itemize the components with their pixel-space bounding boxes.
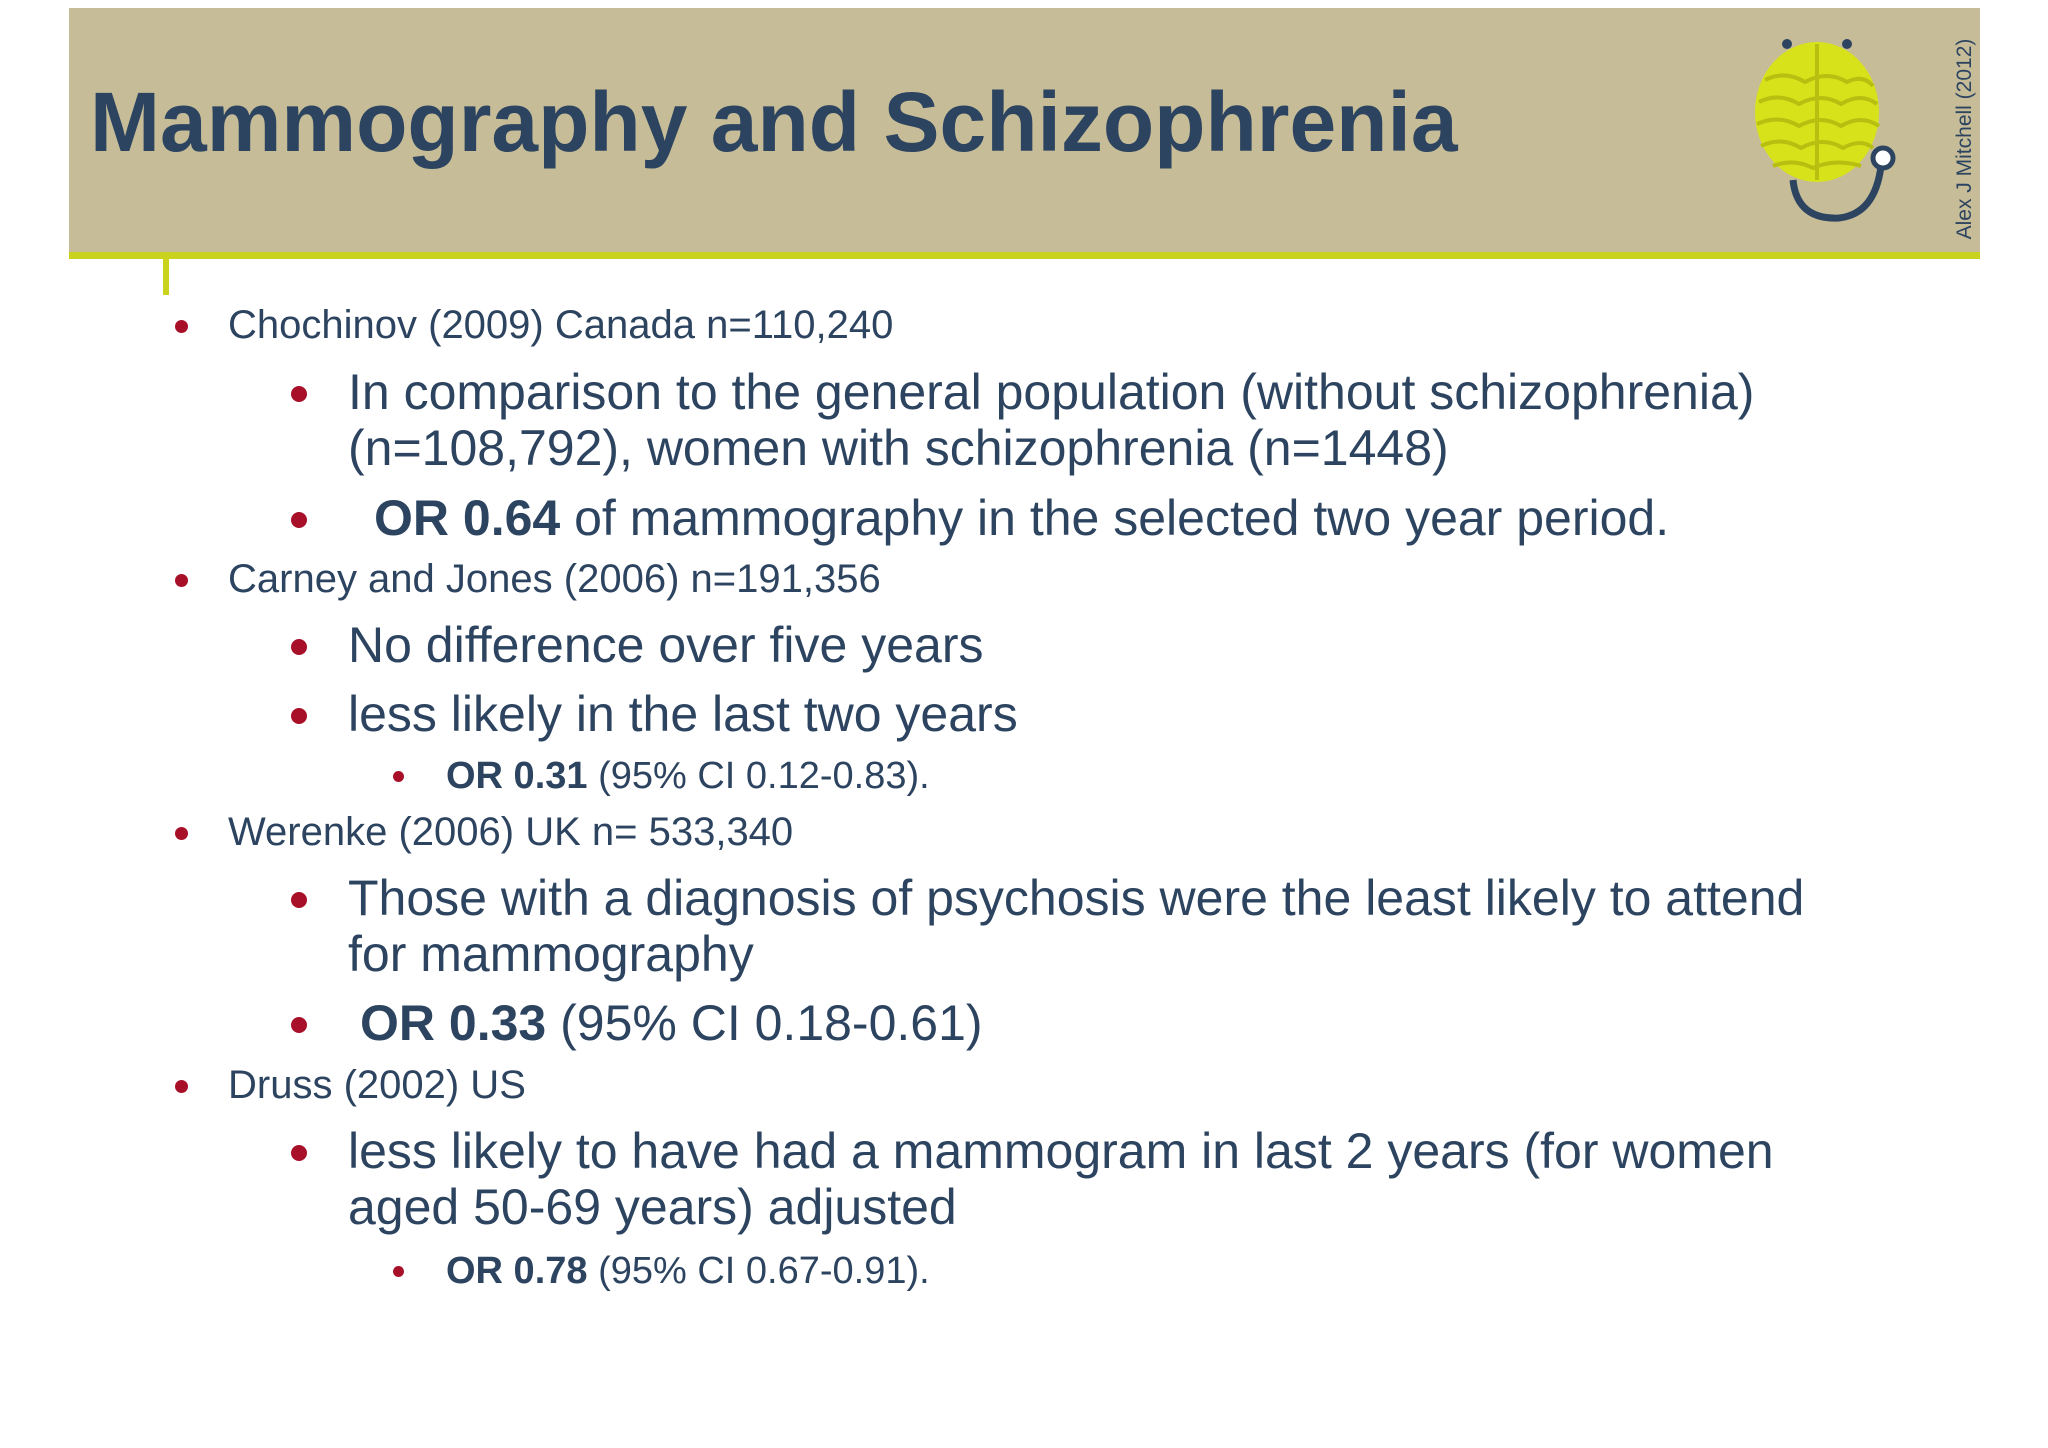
- slide-title: Mammography and Schizophrenia: [90, 75, 1458, 169]
- study-point-odds-ratio: [374, 490, 1669, 546]
- point-text: (95% CI 0.18-0.61): [546, 995, 983, 1051]
- study-heading-chochinov: [228, 302, 893, 348]
- study-heading-text: Werenke (2006) UK n= 533,340: [228, 810, 794, 854]
- bullet-icon: [175, 827, 188, 840]
- brain-stethoscope-logo-icon: [1735, 30, 1905, 230]
- bullet-icon: [291, 1145, 307, 1161]
- study-point: [348, 1123, 1774, 1179]
- study-subpoint-odds-ratio: [446, 1249, 930, 1293]
- point-text: of mammography in the selected two year period.: [560, 490, 1670, 546]
- bullet-icon: [291, 1017, 307, 1033]
- point-text: for mammography: [348, 926, 754, 982]
- bullet-icon: [291, 708, 307, 724]
- point-text: In comparison to the general population (without schizophrenia): [348, 364, 1755, 420]
- bullet-icon: [393, 771, 404, 782]
- bullet-icon: [393, 1266, 404, 1277]
- bullet-icon: [175, 320, 188, 333]
- study-point: [348, 617, 984, 673]
- study-point: [348, 686, 1018, 742]
- odds-ratio-value: OR 0.64: [374, 490, 561, 546]
- study-point: [348, 870, 1804, 926]
- banner-tick: [163, 259, 169, 295]
- study-heading-werenke: [228, 809, 793, 855]
- study-point-continuation: [348, 926, 754, 982]
- bullet-icon: [291, 892, 307, 908]
- study-heading-text: Carney and Jones (2006) n=191,356: [228, 557, 881, 601]
- bullet-icon: [175, 574, 188, 587]
- point-text: aged 50-69 years) adjusted: [348, 1179, 957, 1235]
- point-text: (95% CI 0.12-0.83).: [587, 755, 930, 797]
- banner-underline: [69, 252, 1980, 259]
- point-text: Those with a diagnosis of psychosis were the least likely to attend: [348, 870, 1805, 926]
- odds-ratio-value: OR 0.31: [446, 755, 588, 797]
- study-heading-text: Chochinov (2009) Canada n=110,240: [228, 303, 894, 347]
- bullet-icon: [291, 386, 307, 402]
- bullet-icon: [175, 1080, 188, 1093]
- author-credit: [1950, 24, 1980, 254]
- study-point-continuation: [348, 420, 1449, 476]
- odds-ratio-value: OR 0.78: [446, 1250, 588, 1292]
- study-heading-druss: [228, 1062, 526, 1108]
- study-subpoint-odds-ratio: [446, 754, 930, 798]
- point-text: (n=108,792), women with schizophrenia (n=1448): [348, 420, 1449, 476]
- point-text: less likely to have had a mammogram in last 2 years (for women: [348, 1123, 1774, 1179]
- bullet-icon: [291, 512, 307, 528]
- study-point-continuation: [348, 1179, 957, 1235]
- point-text: No difference over five years: [348, 617, 984, 673]
- study-point-odds-ratio: [360, 995, 983, 1051]
- study-point: [348, 364, 1754, 420]
- point-text: less likely in the last two years: [348, 686, 1018, 742]
- odds-ratio-value: OR 0.33: [360, 995, 547, 1051]
- bullet-icon: [291, 639, 307, 655]
- author-credit-text: Alex J Mitchell (2012): [1953, 38, 1976, 240]
- study-heading-text: Druss (2002) US: [228, 1063, 526, 1107]
- study-heading-carney: [228, 556, 881, 602]
- point-text: (95% CI 0.67-0.91).: [587, 1250, 930, 1292]
